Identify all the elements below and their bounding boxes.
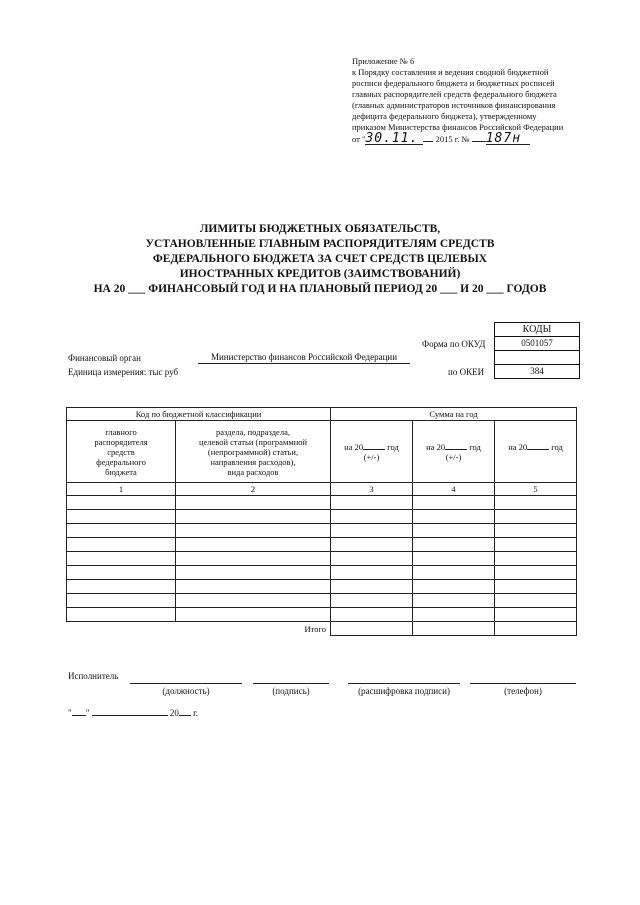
decoding-line bbox=[348, 683, 460, 684]
table-row bbox=[67, 608, 577, 622]
total-label: Итого bbox=[176, 622, 331, 636]
position-line bbox=[130, 683, 242, 684]
fin-organ-label: Финансовый орган bbox=[68, 353, 141, 363]
codes-header: КОДЫ bbox=[494, 322, 580, 337]
sum-header: Сумма на год bbox=[331, 408, 577, 421]
phone-line bbox=[470, 683, 576, 684]
year1-header: на 20 год (+/-) bbox=[331, 421, 413, 483]
okud-value: 0501057 bbox=[494, 336, 580, 351]
appendix-line: к Порядку составления и ведения сводной бюджетной bbox=[352, 67, 549, 77]
limits-table bbox=[66, 407, 577, 636]
table-row bbox=[67, 524, 577, 538]
total-row bbox=[67, 622, 577, 636]
executor-label: Исполнитель bbox=[68, 671, 119, 681]
unit-label: Единица измерения: тыс руб bbox=[68, 367, 179, 377]
table-row bbox=[67, 580, 577, 594]
col1-header: главного распорядителя средств федерального бюджета bbox=[67, 421, 176, 483]
title-line: УСТАНОВЛЕННЫЕ ГЛАВНЫМ РАСПОРЯДИТЕЛЯМ СРЕДСТВ bbox=[145, 238, 495, 250]
title-line: ФЕДЕРАЛЬНОГО БЮДЖЕТА ЗА СЧЕТ СРЕДСТВ ЦЕЛЕВЫХ bbox=[152, 253, 488, 265]
budget-classification-header: Код по бюджетной классификации bbox=[67, 408, 331, 421]
appendix-note bbox=[352, 56, 582, 145]
appendix-line: росписи федерального бюджета и бюджетных росписей bbox=[352, 78, 555, 88]
appendix-line: дефицита федерального бюджета), утвержденному bbox=[352, 111, 537, 121]
okei-label: по ОКЕИ bbox=[448, 367, 485, 377]
phone-label: (телефон) bbox=[504, 686, 542, 696]
table-row bbox=[67, 510, 577, 524]
table-row bbox=[67, 566, 577, 580]
document-title bbox=[70, 222, 570, 297]
col-number: 2 bbox=[176, 483, 331, 496]
col-number: 1 bbox=[67, 483, 176, 496]
table-row bbox=[67, 538, 577, 552]
signature-line bbox=[253, 683, 329, 684]
okei-value: 384 bbox=[494, 364, 580, 379]
okud-label: Форма по ОКУД bbox=[422, 339, 486, 349]
decoding-label: (расшифровка подписи) bbox=[358, 686, 450, 696]
col-number: 4 bbox=[413, 483, 495, 496]
date-line: " " 20 г. bbox=[68, 708, 199, 718]
table-row bbox=[67, 496, 577, 510]
order-line bbox=[352, 133, 582, 145]
table-row bbox=[67, 594, 577, 608]
order-date-handwritten: 30.11. bbox=[365, 133, 423, 145]
appendix-line: Приложение № 6 bbox=[352, 56, 415, 66]
col2-header: раздела, подраздела, целевой статьи (программной (непрограммной) статьи, направления расходов), вида расходов bbox=[176, 421, 331, 483]
col-number: 5 bbox=[495, 483, 577, 496]
title-line: ИНОСТРАННЫХ КРЕДИТОВ (ЗАИМСТВОВАНИЙ) bbox=[179, 268, 461, 280]
order-mid: 2015 г. № bbox=[435, 134, 470, 144]
year3-header: на 20 год bbox=[495, 421, 577, 483]
appendix-line: приказом Министерства финансов Российской Федерации bbox=[352, 122, 564, 132]
appendix-line: (главных администраторов источников финансирования bbox=[352, 100, 556, 110]
title-line: НА 20 ___ ФИНАНСОВЫЙ ГОД И НА ПЛАНОВЫЙ ПЕРИОД 20 ___ И 20 ___ ГОДОВ bbox=[93, 283, 547, 295]
col-number: 3 bbox=[331, 483, 413, 496]
appendix-line: главных распорядителей средств федерального бюджета bbox=[352, 89, 557, 99]
fin-organ-value: Министерство финансов Российской Федерации bbox=[198, 352, 410, 364]
title-line: ЛИМИТЫ БЮДЖЕТНЫХ ОБЯЗАТЕЛЬСТВ, bbox=[199, 223, 441, 235]
table-row bbox=[67, 552, 577, 566]
signature-label: (подпись) bbox=[272, 686, 310, 696]
order-number-handwritten: 187н bbox=[486, 133, 530, 145]
codes-empty-cell bbox=[494, 350, 580, 365]
position-label: (должность) bbox=[162, 686, 210, 696]
year2-header: на 20 год (+/-) bbox=[413, 421, 495, 483]
order-prefix: от " bbox=[352, 134, 366, 144]
